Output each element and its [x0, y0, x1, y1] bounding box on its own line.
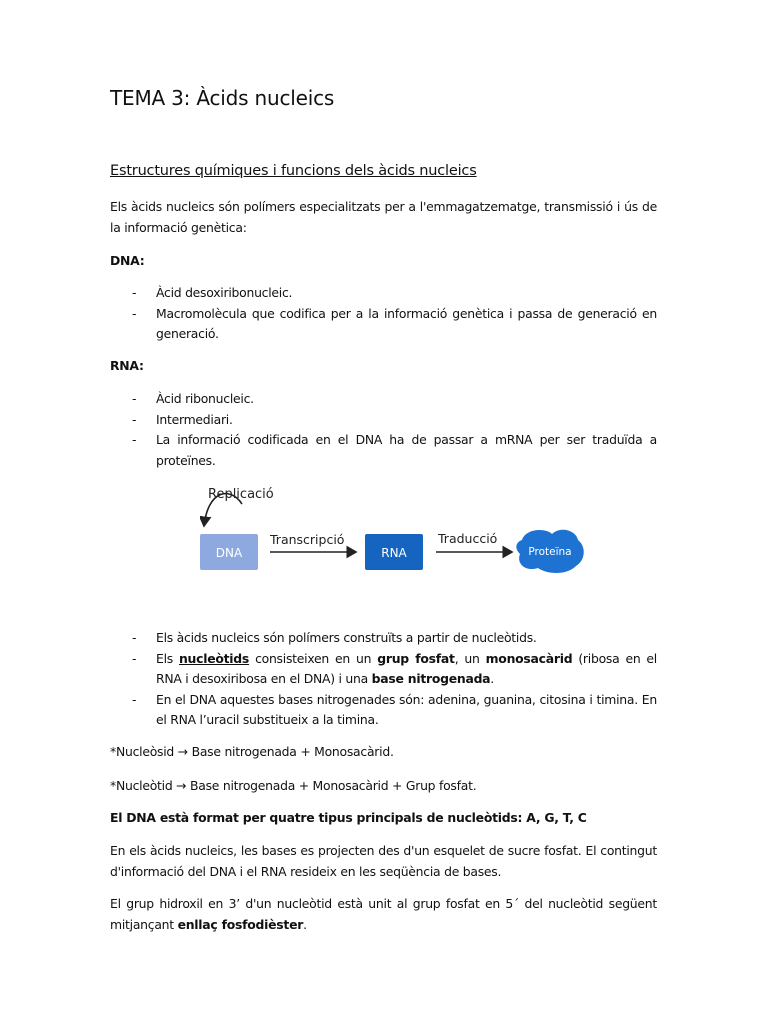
section-title: Estructures químiques i funcions dels àcids nucleics	[110, 163, 477, 179]
transcription-label: Transcripció	[270, 532, 345, 547]
right-arrow-icon: →	[176, 778, 187, 793]
dna-list	[110, 283, 657, 345]
central-dogma-diagram	[200, 478, 620, 588]
dna-box-label: DNA	[215, 546, 243, 560]
protein-label: Proteïna	[528, 546, 572, 558]
rna-label: RNA:	[110, 358, 144, 373]
bond-paragraph: El grup hidroxil en 3’ d'un nucleòtid està unit al grup fosfat en 5´ del nucleòtid següent mitjançant enllaç fosfodièster.	[110, 896, 657, 932]
rna-list	[110, 389, 657, 471]
list-item: - En el DNA aquestes bases nitrogenades són: adenina, guanina, citosina i timina. En el RNA l’uracil substitueix a la timina.	[132, 691, 657, 727]
monosaccharide-term: monosacàrid	[485, 650, 573, 666]
nucleotide-list	[110, 628, 657, 731]
rna-box-label: RNA	[381, 546, 407, 560]
nucleoside-definition: *Nucleòsid → Base nitrogenada + Monosacàrid.	[110, 744, 394, 759]
intro-paragraph: Els àcids nucleics són polímers especialitzats per a l'emmagatzematge, transmissió i ús de la informació genètica:	[110, 199, 657, 235]
bond-term: enllaç fosfodièster	[177, 916, 304, 932]
translation-label: Traducció	[438, 531, 498, 546]
list-item: - Macromolècula que codifica per a la informació genètica i passa de generació en generació.	[132, 305, 657, 341]
list-item: - Els àcids nucleics són polímers construïts a partir de nucleòtids.	[132, 630, 537, 645]
replication-label: Replicació	[208, 487, 274, 502]
right-arrow-icon: →	[177, 744, 188, 759]
bold-statement: El DNA està format per quatre tipus principals de nucleòtids: A, G, T, C	[110, 810, 587, 825]
list-item: - Intermediari.	[132, 411, 233, 427]
page-title: TEMA 3: Àcids nucleics	[110, 86, 335, 110]
dna-label: DNA:	[110, 253, 145, 268]
list-item: - Àcid desoxiribonucleic.	[132, 285, 293, 300]
list-item: - Àcid ribonucleic.	[132, 391, 254, 406]
bases-paragraph: En els àcids nucleics, les bases es projecten des d'un esquelet de sucre fosfat. El contingut d'informació del DNA i el RNA resideix en les seqüència de bases.	[110, 843, 657, 879]
phosphate-term: grup fosfat	[377, 650, 455, 666]
nucleotide-definition: *Nucleòtid → Base nitrogenada + Monosacàrid + Grup fosfat.	[110, 778, 477, 793]
list-item: - La informació codificada en el DNA ha de passar a mRNA per ser traduïda a proteïnes.	[132, 432, 657, 468]
nucleotids-term: nucleòtids	[178, 650, 250, 666]
base-term: base nitrogenada	[371, 671, 491, 686]
list-item: - Els nucleòtids consisteixen en un grup fosfat, un monosacàrid (ribosa en el RNA i desoxiribosa en el DNA) i una base nitrogenada.	[132, 650, 657, 686]
